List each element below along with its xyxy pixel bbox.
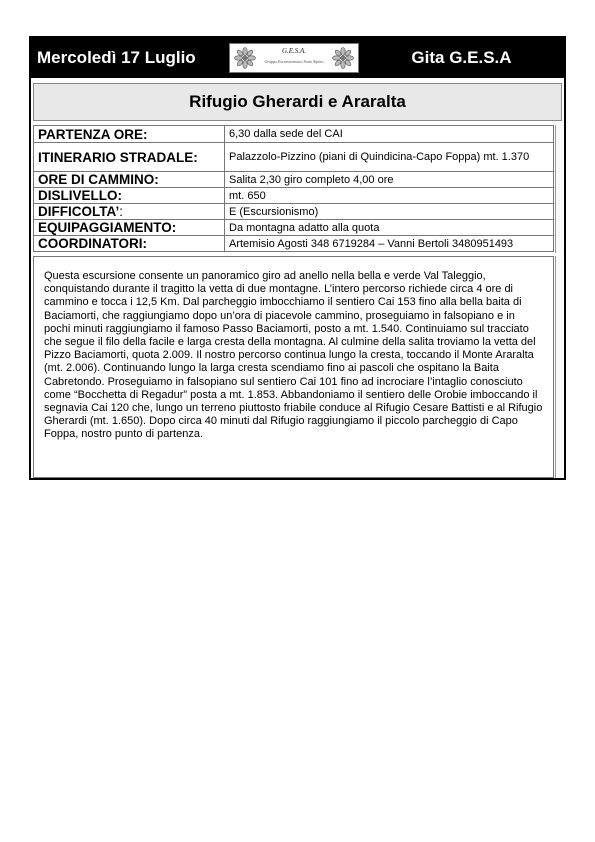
partenza-value: 6,30 dalla sede del CAI [225, 126, 554, 143]
itinerario-label: ITINERARIO STRADALE: [34, 143, 225, 172]
gesa-logo [229, 43, 359, 73]
info-row-partenza [34, 126, 554, 143]
ore-label: ORE DI CAMMINO: [34, 172, 225, 188]
header-band [31, 38, 564, 78]
coordinatori-label: COORDINATORI: [34, 236, 225, 252]
difficolta-label: DIFFICOLTA’ [38, 204, 120, 219]
info-row-dislivello [34, 188, 554, 204]
coordinatori-value: Artemisio Agosti 348 6719284 – Vanni Bertoli 3480951493 [225, 236, 554, 252]
info-row-difficolta [34, 204, 554, 220]
excursion-sheet [29, 36, 566, 480]
info-row-coordinatori [34, 236, 554, 252]
ore-value: Salita 2,30 giro completo 4,00 ore [225, 172, 554, 188]
equipaggiamento-value: Da montagna adatto alla quota [225, 220, 554, 236]
gita-label: Gita G.E.S.A [411, 48, 512, 67]
event-date: Mercoledì 17 Luglio [37, 48, 196, 67]
equipaggiamento-label: EQUIPAGGIAMENTO: [34, 220, 225, 236]
page-title: Rifugio Gherardi e Araralta [33, 83, 562, 121]
itinerario-value: Palazzolo-Pizzino (piani di Quindicina-Capo Foppa) mt. 1.370 [225, 143, 554, 172]
partenza-label: PARTENZA ORE: [34, 126, 225, 143]
logo-subtitle: Gruppo Escursionistico Sotto Alpino [264, 59, 324, 64]
logo-title: G.E.S.A. [281, 47, 307, 55]
difficolta-colon: : [119, 204, 124, 219]
info-row-ore [34, 172, 554, 188]
dislivello-value: mt. 650 [225, 188, 554, 204]
table-side-column [555, 125, 563, 253]
dislivello-label: DISLIVELLO: [34, 188, 225, 204]
info-table [33, 125, 554, 252]
description-text: Questa escursione consente un panoramico giro ad anello nella bella e verde Val Taleggio, conquistando durante il tragitto la vetta di due montagne. L’intero percorso richiede circa 4 ore di cammino e tocca i 12,5 Km. Dal parcheggio imbocchiamo il sentiero Cai 153 fino alla bella baita di Baciamorti, che raggiungiamo dopo un’ora di piacevole cammino, proseguiamo in falsopiano e in pochi minuti raggiungiamo il famoso Passo Baciamorti, posto a mt. 1.540. Continuiamo sul tracciato che segue il filo della facile e larga cresta della montagna. Al culmine della salita troviamo la vetta del Pizzo Baciamorti, quota 2.009. Il nostro percorso continua lungo la cresta, toccando il Monte Araralta (mt. 2.006). Continuando lungo la larga cresta scendiamo fino ai pascoli che ospitano la Baita Cabretondo. Proseguiamo in falsopiano sul sentiero Cai 101 fino ad incrociare l’intaglio conosciuto come “Bocchetta di Regadur” posta a mt. 1.853. Abbandoniamo il sentiero delle Orobie imboccando il segnavia Cai 120 che, lungo un terreno piuttosto friabile conduce al Rifugio Cesare Battisti e al Rifugio Gherardi (mt. 1.650). Dopo circa 40 minuti dal Rifugio raggiungiamo il piccolo parcheggio di Capo Foppa, nostro punto di partenza. [33, 256, 554, 478]
edelweiss-icon [234, 47, 256, 69]
info-row-itinerario [34, 143, 554, 172]
edelweiss-icon [332, 47, 354, 69]
difficolta-value: E (Escursionismo) [225, 204, 554, 220]
difficolta-label-cell [34, 204, 225, 220]
info-row-equipaggiamento [34, 220, 554, 236]
description-side-column [555, 256, 563, 478]
